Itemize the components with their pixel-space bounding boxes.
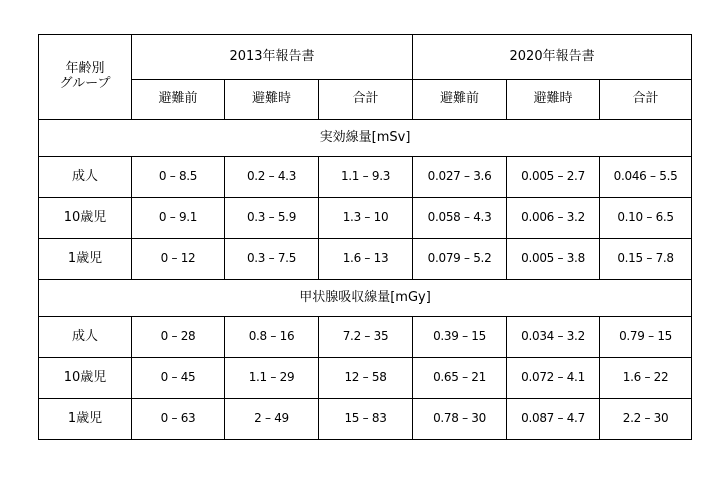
value-cell: 0.005 – 2.7 [507, 157, 600, 198]
table-row [39, 157, 692, 198]
age-group-cell: 10歳児 [39, 358, 132, 399]
value-cell: 7.2 – 35 [319, 317, 413, 358]
value-cell: 0.39 – 15 [413, 317, 507, 358]
value-cell: 0 – 12 [132, 239, 225, 280]
value-cell: 1.1 – 9.3 [319, 157, 413, 198]
value-cell: 0.072 – 4.1 [507, 358, 600, 399]
value-cell: 2 – 49 [225, 399, 319, 440]
value-cell: 12 – 58 [319, 358, 413, 399]
section-title-thyroid-dose: 甲状腺吸収線量[mGy] [39, 280, 692, 317]
sub-header-2020-before: 避難前 [413, 80, 507, 120]
sub-header-2013-total: 合計 [319, 80, 413, 120]
header-row-sub [39, 80, 692, 120]
table-row [39, 399, 692, 440]
age-group-header [39, 35, 132, 120]
value-cell: 0 – 45 [132, 358, 225, 399]
sub-header-2013-before: 避難前 [132, 80, 225, 120]
value-cell: 0.79 – 15 [600, 317, 692, 358]
value-cell: 15 – 83 [319, 399, 413, 440]
report-2013-header: 2013年報告書 [132, 35, 413, 80]
value-cell: 0.034 – 3.2 [507, 317, 600, 358]
value-cell: 0.78 – 30 [413, 399, 507, 440]
value-cell: 0.65 – 21 [413, 358, 507, 399]
value-cell: 0.2 – 4.3 [225, 157, 319, 198]
age-group-header-line-1: 年齢別 [65, 61, 105, 77]
value-cell: 0 – 8.5 [132, 157, 225, 198]
value-cell: 0.3 – 7.5 [225, 239, 319, 280]
value-cell: 1.6 – 13 [319, 239, 413, 280]
report-2020-header: 2020年報告書 [413, 35, 692, 80]
value-cell: 0 – 9.1 [132, 198, 225, 239]
value-cell: 0.005 – 3.8 [507, 239, 600, 280]
value-cell: 0.8 – 16 [225, 317, 319, 358]
value-cell: 0.3 – 5.9 [225, 198, 319, 239]
age-group-cell: 成人 [39, 157, 132, 198]
value-cell: 0.046 – 5.5 [600, 157, 692, 198]
sub-header-2013-during: 避難時 [225, 80, 319, 120]
section-row [39, 120, 692, 157]
table-row [39, 239, 692, 280]
age-group-cell: 成人 [39, 317, 132, 358]
value-cell: 0.10 – 6.5 [600, 198, 692, 239]
value-cell: 0.079 – 5.2 [413, 239, 507, 280]
sub-header-2020-during: 避難時 [507, 80, 600, 120]
age-group-header-line-2: グループ [59, 76, 111, 91]
value-cell: 0.058 – 4.3 [413, 198, 507, 239]
value-cell: 0 – 63 [132, 399, 225, 440]
age-group-cell: 1歳児 [39, 239, 132, 280]
value-cell: 0.027 – 3.6 [413, 157, 507, 198]
value-cell: 0.006 – 3.2 [507, 198, 600, 239]
value-cell: 1.6 – 22 [600, 358, 692, 399]
section-row [39, 280, 692, 317]
value-cell: 0 – 28 [132, 317, 225, 358]
table-row [39, 317, 692, 358]
value-cell: 1.1 – 29 [225, 358, 319, 399]
age-group-cell: 10歳児 [39, 198, 132, 239]
value-cell: 2.2 – 30 [600, 399, 692, 440]
section-title-effective-dose: 実効線量[mSv] [39, 120, 692, 157]
header-row-top [39, 35, 692, 80]
table-row [39, 358, 692, 399]
dose-table [38, 34, 692, 440]
value-cell: 0.087 – 4.7 [507, 399, 600, 440]
value-cell: 1.3 – 10 [319, 198, 413, 239]
sub-header-2020-total: 合計 [600, 80, 692, 120]
age-group-cell: 1歳児 [39, 399, 132, 440]
value-cell: 0.15 – 7.8 [600, 239, 692, 280]
table-row [39, 198, 692, 239]
